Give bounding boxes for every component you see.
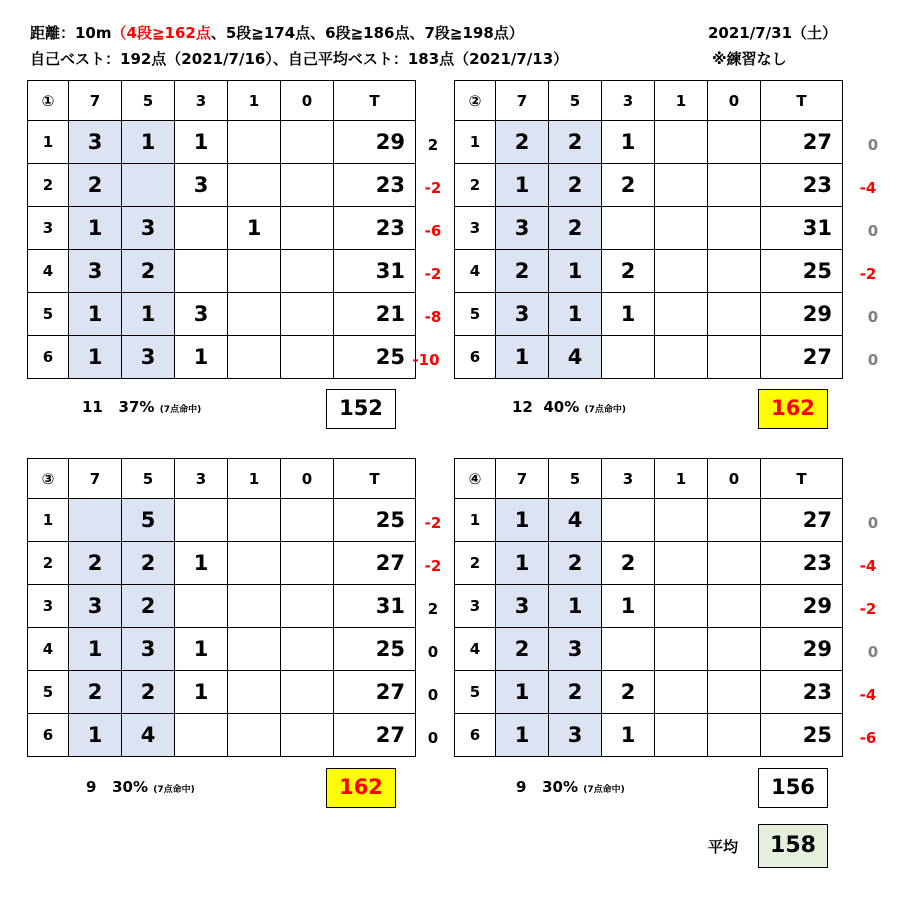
round-1-stats: [82, 398, 201, 416]
col-header-1: 1: [655, 459, 708, 499]
col-header-3: 3: [175, 81, 228, 121]
col-header-3: 3: [602, 81, 655, 121]
count-7: 1: [496, 671, 549, 714]
end-total: 21: [334, 293, 416, 336]
end-diff: 0: [867, 222, 879, 240]
count-1: [228, 628, 281, 671]
end-diff: -2: [424, 265, 442, 283]
count-5: 2: [122, 671, 175, 714]
end-diff: 0: [427, 686, 439, 704]
end-diff: 2: [427, 136, 439, 154]
end-number: 5: [455, 671, 496, 714]
count-5: 3: [122, 336, 175, 379]
round-number: ④: [455, 459, 496, 499]
table-row: [28, 714, 416, 757]
end-diff: -2: [424, 179, 442, 197]
count-3: 2: [602, 250, 655, 293]
count-3: 1: [175, 671, 228, 714]
hit-percent: 30%: [112, 778, 149, 796]
round-3-table: [27, 458, 416, 757]
count-7: 1: [69, 628, 122, 671]
count-0: [708, 499, 761, 542]
end-diff: -2: [424, 557, 442, 575]
count-7: 1: [496, 336, 549, 379]
end-number: 4: [455, 250, 496, 293]
count-0: [281, 121, 334, 164]
count-5: 2: [122, 250, 175, 293]
count-7: 1: [69, 336, 122, 379]
count-1: [655, 250, 708, 293]
count-5: 1: [549, 585, 602, 628]
count-7: 1: [69, 293, 122, 336]
col-header-7: 7: [496, 459, 549, 499]
end-number: 1: [28, 121, 69, 164]
count-1: [228, 336, 281, 379]
round-1-header-row: [28, 81, 416, 121]
end-total: 27: [334, 542, 416, 585]
count-1: 1: [228, 207, 281, 250]
end-diff: 0: [867, 514, 879, 532]
end-number: 6: [455, 336, 496, 379]
col-header-7: 7: [69, 459, 122, 499]
count-0: [281, 293, 334, 336]
count-5: [122, 164, 175, 207]
count-1: [228, 585, 281, 628]
round-4-stats: [516, 778, 625, 796]
count-3: [175, 499, 228, 542]
count-1: [655, 499, 708, 542]
table-row: [455, 542, 843, 585]
end-diff: 2: [427, 600, 439, 618]
table-row: [28, 336, 416, 379]
table-row: [455, 714, 843, 757]
end-total: 31: [334, 585, 416, 628]
count-7: 2: [69, 164, 122, 207]
end-total: 23: [761, 542, 843, 585]
count-7: 3: [69, 250, 122, 293]
personal-bests: 自己ベスト：192点（2021/7/16）、自己平均ベスト：183点（2021/7/13）: [30, 50, 569, 68]
average-label: 平均: [708, 838, 739, 856]
count-3: 2: [602, 164, 655, 207]
count-7: 1: [496, 164, 549, 207]
count-5: 3: [122, 628, 175, 671]
end-total: 31: [334, 250, 416, 293]
count-0: [708, 714, 761, 757]
session-date: 2021/7/31（土）: [708, 24, 838, 42]
count-5: 2: [549, 671, 602, 714]
count-5: 1: [549, 250, 602, 293]
count-3: [602, 207, 655, 250]
count-3: [175, 714, 228, 757]
round-4-total: 156: [758, 768, 828, 808]
count-0: [281, 671, 334, 714]
count-3: [602, 628, 655, 671]
end-total: 27: [761, 499, 843, 542]
table-row: [28, 121, 416, 164]
count-5: 2: [549, 542, 602, 585]
count-7: 3: [496, 585, 549, 628]
count-3: 2: [602, 671, 655, 714]
count-0: [281, 714, 334, 757]
distance-label: 距離：10m: [30, 24, 112, 42]
end-diff: 0: [427, 729, 439, 747]
count-3: 1: [602, 121, 655, 164]
count-1: [228, 542, 281, 585]
table-row: [28, 585, 416, 628]
count-0: [708, 671, 761, 714]
count-1: [228, 293, 281, 336]
end-diff: -6: [859, 729, 877, 747]
count-7: 3: [496, 207, 549, 250]
end-diff: -4: [859, 179, 877, 197]
count-3: 3: [175, 293, 228, 336]
table-row: [455, 671, 843, 714]
practice-note: ※練習なし: [712, 50, 787, 68]
end-total: 29: [761, 585, 843, 628]
count-0: [708, 121, 761, 164]
count-7: [69, 499, 122, 542]
end-total: 25: [334, 499, 416, 542]
end-number: 5: [28, 671, 69, 714]
count-3: 3: [175, 164, 228, 207]
count-1: [228, 164, 281, 207]
count-0: [281, 499, 334, 542]
table-row: [455, 585, 843, 628]
count-7: 1: [69, 207, 122, 250]
count-3: [175, 585, 228, 628]
count-1: [655, 336, 708, 379]
count-1: [655, 293, 708, 336]
count-7: 2: [496, 250, 549, 293]
grade-rule-4dan: （4段≧162点: [111, 24, 211, 42]
count-1: [655, 542, 708, 585]
count-5: 1: [122, 293, 175, 336]
count-0: [281, 628, 334, 671]
count-5: 3: [549, 714, 602, 757]
count-5: 2: [549, 121, 602, 164]
count-5: 4: [549, 499, 602, 542]
hit-percent: 40%: [543, 398, 580, 416]
round-3-total: 162: [326, 768, 396, 808]
end-diff: -2: [859, 600, 877, 618]
round-3-header-row: [28, 459, 416, 499]
end-diff: 0: [867, 136, 879, 154]
count-0: [708, 164, 761, 207]
count-5: 5: [122, 499, 175, 542]
count-1: [655, 671, 708, 714]
table-row: [28, 293, 416, 336]
count-3: 1: [175, 121, 228, 164]
count-1: [655, 714, 708, 757]
end-number: 5: [28, 293, 69, 336]
col-header-total: T: [334, 459, 416, 499]
hit-percent: 37%: [118, 398, 155, 416]
col-header-3: 3: [175, 459, 228, 499]
col-header-total: T: [761, 81, 843, 121]
count-3: [602, 499, 655, 542]
count-0: [708, 542, 761, 585]
table-row: [455, 336, 843, 379]
count-5: 2: [549, 207, 602, 250]
count-5: 4: [122, 714, 175, 757]
count-1: [228, 499, 281, 542]
end-number: 4: [28, 250, 69, 293]
end-diff: 0: [427, 643, 439, 661]
grade-rule-rest: 、5段≧174点、6段≧186点、7段≧198点）: [210, 24, 524, 42]
col-header-7: 7: [69, 81, 122, 121]
table-row: [455, 250, 843, 293]
count-1: [655, 207, 708, 250]
count-3: [602, 336, 655, 379]
count-5: 2: [549, 164, 602, 207]
count-3: [175, 250, 228, 293]
table-row: [455, 628, 843, 671]
end-number: 2: [28, 542, 69, 585]
col-header-5: 5: [549, 459, 602, 499]
round-2-table: [454, 80, 843, 379]
count-3: 1: [175, 542, 228, 585]
count-5: 2: [122, 585, 175, 628]
count-5: 1: [122, 121, 175, 164]
count-1: [655, 121, 708, 164]
count-5: 1: [549, 293, 602, 336]
table-row: [455, 121, 843, 164]
end-number: 3: [455, 585, 496, 628]
end-diff: -2: [859, 265, 877, 283]
end-diff: -2: [424, 514, 442, 532]
table-row: [455, 499, 843, 542]
col-header-0: 0: [281, 459, 334, 499]
table-row: [28, 250, 416, 293]
hit-count: 12: [512, 398, 533, 416]
count-7: 3: [69, 121, 122, 164]
hit-count: 9: [86, 778, 97, 796]
count-7: 1: [69, 714, 122, 757]
end-total: 25: [334, 336, 416, 379]
end-total: 23: [334, 164, 416, 207]
col-header-0: 0: [708, 459, 761, 499]
end-number: 2: [28, 164, 69, 207]
end-total: 27: [761, 121, 843, 164]
count-0: [281, 585, 334, 628]
table-row: [28, 542, 416, 585]
round-2-total: 162: [758, 389, 828, 429]
end-number: 2: [455, 542, 496, 585]
col-header-5: 5: [122, 459, 175, 499]
end-total: 25: [761, 714, 843, 757]
end-total: 27: [334, 671, 416, 714]
end-total: 27: [761, 336, 843, 379]
table-row: [28, 164, 416, 207]
end-diff: -8: [424, 308, 442, 326]
end-total: 29: [761, 628, 843, 671]
count-1: [228, 121, 281, 164]
hit-percent: 30%: [542, 778, 579, 796]
hit-percent-note: (7点命中): [159, 405, 202, 415]
count-3: [175, 207, 228, 250]
end-total: 23: [334, 207, 416, 250]
col-header-1: 1: [228, 459, 281, 499]
round-number: ①: [28, 81, 69, 121]
count-0: [708, 250, 761, 293]
hit-percent-note: (7点命中): [584, 405, 626, 415]
count-3: 1: [602, 293, 655, 336]
round-2-header-row: [455, 81, 843, 121]
table-row: [28, 671, 416, 714]
col-header-7: 7: [496, 81, 549, 121]
count-7: 2: [69, 542, 122, 585]
count-0: [281, 336, 334, 379]
round-number: ②: [455, 81, 496, 121]
count-1: [655, 585, 708, 628]
count-0: [708, 207, 761, 250]
end-number: 3: [28, 207, 69, 250]
round-2-stats: [512, 398, 626, 416]
end-number: 4: [455, 628, 496, 671]
count-0: [281, 250, 334, 293]
count-0: [281, 164, 334, 207]
end-number: 1: [28, 499, 69, 542]
hit-percent-note: (7点命中): [153, 785, 195, 795]
table-row: [455, 164, 843, 207]
end-number: 1: [455, 121, 496, 164]
col-header-total: T: [334, 81, 416, 121]
end-number: 6: [455, 714, 496, 757]
end-diff: 0: [867, 351, 879, 369]
end-number: 1: [455, 499, 496, 542]
count-0: [708, 293, 761, 336]
end-diff: 0: [867, 643, 879, 661]
round-3-stats: [86, 778, 195, 796]
col-header-5: 5: [122, 81, 175, 121]
table-row: [28, 499, 416, 542]
col-header-5: 5: [549, 81, 602, 121]
hit-count: 11: [82, 398, 103, 416]
end-number: 5: [455, 293, 496, 336]
col-header-0: 0: [281, 81, 334, 121]
count-5: 4: [549, 336, 602, 379]
round-4-header-row: [455, 459, 843, 499]
col-header-3: 3: [602, 459, 655, 499]
table-row: [28, 207, 416, 250]
round-1-table: [27, 80, 416, 379]
col-header-1: 1: [655, 81, 708, 121]
end-total: 25: [761, 250, 843, 293]
table-row: [28, 628, 416, 671]
table-row: [455, 293, 843, 336]
end-total: 25: [334, 628, 416, 671]
count-7: 2: [496, 628, 549, 671]
count-1: [228, 250, 281, 293]
count-0: [281, 542, 334, 585]
count-1: [655, 628, 708, 671]
end-diff: -4: [859, 557, 877, 575]
col-header-total: T: [761, 459, 843, 499]
table-row: [455, 207, 843, 250]
count-7: 1: [496, 499, 549, 542]
end-total: 27: [334, 714, 416, 757]
end-diff: -6: [424, 222, 442, 240]
end-number: 2: [455, 164, 496, 207]
end-diff: 0: [867, 308, 879, 326]
count-1: [228, 714, 281, 757]
count-3: 2: [602, 542, 655, 585]
count-3: 1: [602, 714, 655, 757]
average-value: 158: [758, 824, 828, 868]
count-1: [228, 671, 281, 714]
count-0: [708, 628, 761, 671]
end-number: 3: [28, 585, 69, 628]
round-4-table: [454, 458, 843, 757]
end-diff: -10: [412, 351, 440, 369]
end-number: 6: [28, 714, 69, 757]
count-7: 3: [496, 293, 549, 336]
count-3: 1: [175, 336, 228, 379]
hit-count: 9: [516, 778, 527, 796]
col-header-1: 1: [228, 81, 281, 121]
end-diff: -4: [859, 686, 877, 704]
count-3: 1: [175, 628, 228, 671]
end-total: 29: [334, 121, 416, 164]
hit-percent-note: (7点命中): [583, 785, 625, 795]
count-1: [655, 164, 708, 207]
count-7: 2: [496, 121, 549, 164]
end-total: 29: [761, 293, 843, 336]
count-0: [281, 207, 334, 250]
end-number: 3: [455, 207, 496, 250]
count-7: 2: [69, 671, 122, 714]
count-0: [708, 336, 761, 379]
distance-line: [30, 22, 524, 43]
count-7: 3: [69, 585, 122, 628]
round-number: ③: [28, 459, 69, 499]
count-5: 3: [549, 628, 602, 671]
count-0: [708, 585, 761, 628]
end-number: 6: [28, 336, 69, 379]
count-3: 1: [602, 585, 655, 628]
count-7: 1: [496, 714, 549, 757]
end-total: 23: [761, 164, 843, 207]
end-number: 4: [28, 628, 69, 671]
end-total: 23: [761, 671, 843, 714]
end-total: 31: [761, 207, 843, 250]
col-header-0: 0: [708, 81, 761, 121]
count-5: 2: [122, 542, 175, 585]
round-1-total: 152: [326, 389, 396, 429]
count-7: 1: [496, 542, 549, 585]
count-5: 3: [122, 207, 175, 250]
